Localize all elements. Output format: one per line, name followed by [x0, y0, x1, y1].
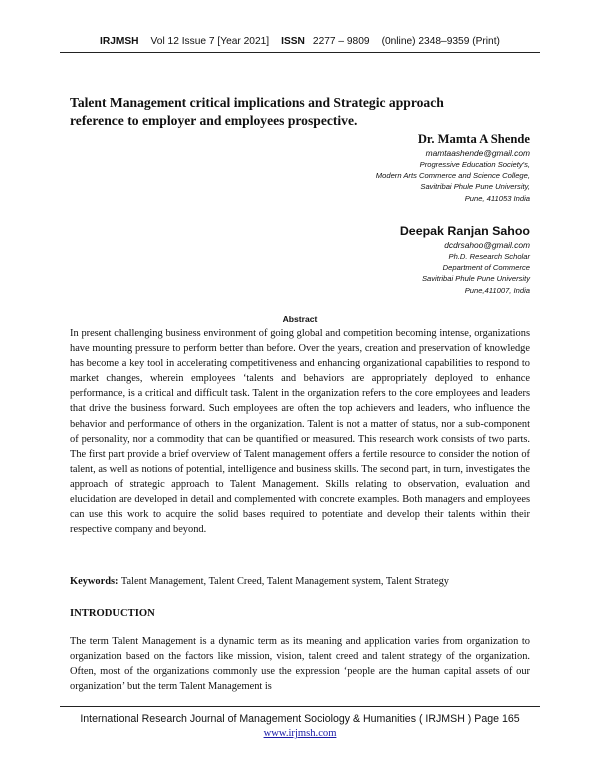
- author-name: Dr. Mamta A Shende: [417, 132, 530, 146]
- keywords-line: [70, 574, 530, 589]
- keywords-text: Talent Management, Talent Creed, Talent Management system, Talent Strategy: [120, 576, 449, 587]
- author-name: Deepak Ranjan Sahoo: [399, 224, 530, 238]
- issn-label: ISSN: [281, 36, 305, 47]
- journal-abbrev: IRJMSH: [100, 36, 139, 47]
- author-affiliation: Modern Arts Commerce and Science College,: [375, 171, 530, 181]
- page-number: Page 165: [474, 713, 520, 725]
- author-block: [170, 223, 530, 296]
- author-affiliation: Pune, 411053 India: [464, 193, 530, 203]
- keywords-label: Keywords:: [70, 576, 119, 587]
- author-affiliation: Progressive Education Society's,: [419, 160, 530, 169]
- author-affiliation: Department of Commerce: [442, 263, 530, 273]
- footer-divider: [60, 706, 540, 707]
- running-header: [60, 36, 540, 47]
- title-line: Talent Management critical implications and Strategic approach: [70, 95, 444, 110]
- abstract-body: In present challenging business environment of going global and competition becoming intense, organizations have mounting pressure to perform better than before. Over the years, creation and preservation of knowledge has become a key tool in accelerating competitiveness and enhancing organizational capabilities to respond to market changes, wherein employees ‘talents and behaviors are appropriately deployed to enhance performance, is a critical and difficult task. Talent in the organization refers to the core employees and leaders that drive the business forward. Such employees are often the top achievers and leaders, who influence the behavior and performance of others in the organization. Talent is not a matter of status, nor a sub-component of personality, nor a commodity that can be quantified or measured. This research work consists of two parts. The first part provide a brief overview of Talent management offers a fertile resource to consider the notion of talent, as well as notions of potential, intelligence and business skills. The second part, in turn, investigates the approach of strategic approach to Talent Management. Skills relating to observation, evaluation and elucidation are developed in detail and complemented with concrete examples. Both managers and employees can use this work to acquire the solid bases required to potentiate and develop their talents within their respective company and beyond.: [70, 328, 530, 536]
- author-affiliation: Savitribai Phule Pune University,: [420, 182, 530, 192]
- author-email: dcdrsahoo@gmail.com: [444, 240, 530, 250]
- abstract-heading: Abstract: [282, 314, 318, 324]
- page-footer: [60, 712, 540, 741]
- volume-info: Vol 12 Issue 7 [Year 2021]: [150, 36, 270, 47]
- paper-title: [70, 94, 530, 129]
- journal-website-link[interactable]: www.irjmsh.com: [263, 728, 337, 739]
- author-affiliation: Ph.D. Research Scholar: [448, 252, 530, 261]
- author-affiliation: Pune,411007, India: [464, 285, 530, 295]
- issn-print: (0nline) 2348–9359 (Print): [381, 36, 500, 47]
- author-email: mamtaashende@gmail.com: [425, 148, 530, 158]
- footer-journal: International Research Journal of Management Sociology & Humanities ( IRJMSH ): [80, 713, 472, 725]
- section-heading-introduction: INTRODUCTION: [70, 608, 155, 619]
- header-divider: [60, 52, 540, 53]
- title-line: reference to employer and employees prospective.: [70, 112, 358, 128]
- author-block: [170, 131, 530, 204]
- issn-online: 2277 – 9809: [312, 36, 370, 47]
- introduction-body: The term Talent Management is a dynamic term as its meaning and application varies from organization to organization based on the factors like mission, vision, talent creed and talent strategy of the organization. Often, most of the organizations commonly use the expression ‘people are the human capital assets of our organization’ but the term Talent Management is: [70, 636, 530, 693]
- author-affiliation: Savitribai Phule Pune University: [421, 274, 530, 284]
